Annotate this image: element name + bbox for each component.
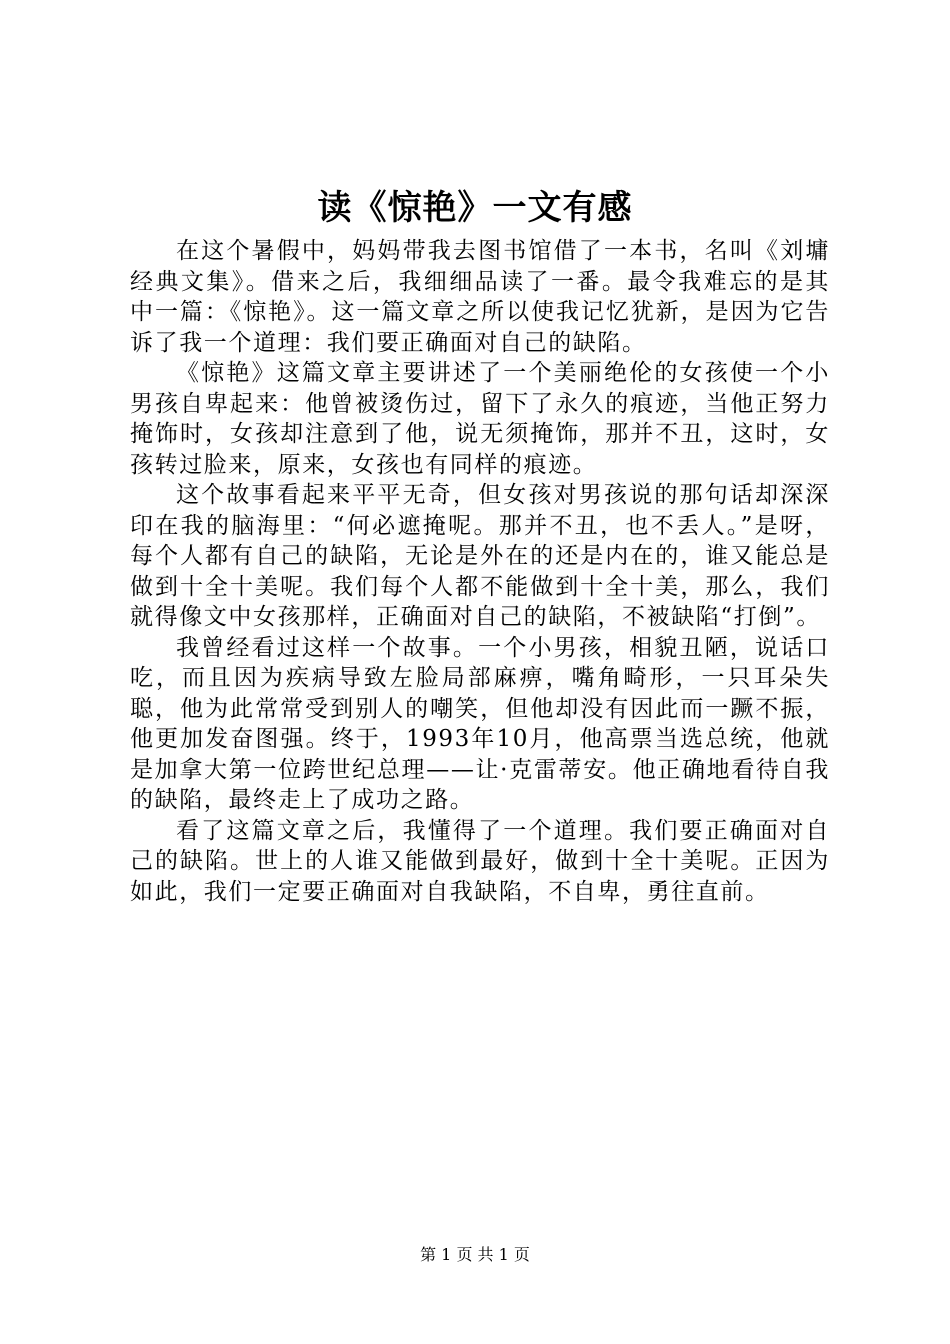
paragraph-2: 《惊艳》这篇文章主要讲述了一个美丽绝伦的女孩使一个小男孩自卑起来：他曾被烫伤过，留下了永久的痕迹，当他正努力掩饰时，女孩却注意到了他，说无须掩饰，那并不丑，这时，女孩转过脸来，原来，女孩也有同样的痕迹。: [130, 360, 830, 478]
paragraph-1: 在这个暑假中，妈妈带我去图书馆借了一本书，名叫《刘墉经典文集》。借来之后，我细细品读了一番。最令我难忘的是其中一篇：《惊艳》。这一篇文章之所以使我记忆犹新，是因为它告诉了我一个道理：我们要正确面对自己的缺陷。: [130, 238, 830, 356]
paragraph-3: 这个故事看起来平平无奇，但女孩对男孩说的那句话却深深印在我的脑海里：“何必遮掩呢。那并不丑，也不丢人。”是呀，每个人都有自己的缺陷，无论是外在的还是内在的，谁又能总是做到十全十美呢。我们每个人都不能做到十全十美，那么，我们就得像文中女孩那样，正确面对自己的缺陷，不被缺陷“打倒”。: [130, 482, 830, 630]
page-footer: 第 1 页 共 1 页: [420, 1245, 530, 1264]
document-title: 读《惊艳》一文有感: [317, 188, 633, 228]
paragraph-5: 看了这篇文章之后，我懂得了一个道理。我们要正确面对自己的缺陷。世上的人谁又能做到最好，做到十全十美呢。正因为如此，我们一定要正确面对自我缺陷，不自卑，勇往直前。: [130, 817, 830, 905]
document-body: [130, 236, 830, 907]
paragraph-4: 我曾经看过这样一个故事。一个小男孩，相貌丑陋，说话口吃，而且因为疾病导致左脸局部麻痹，嘴角畸形，一只耳朵失聪，他为此常常受到别人的嘲笑，但他却没有因此而一蹶不振，他更加发奋图强。终于，1993年10月，他高票当选总统，他就是加拿大第一位跨世纪总理——让·克雷蒂安。他正确地看待自我的缺陷，最终走上了成功之路。: [130, 634, 830, 813]
